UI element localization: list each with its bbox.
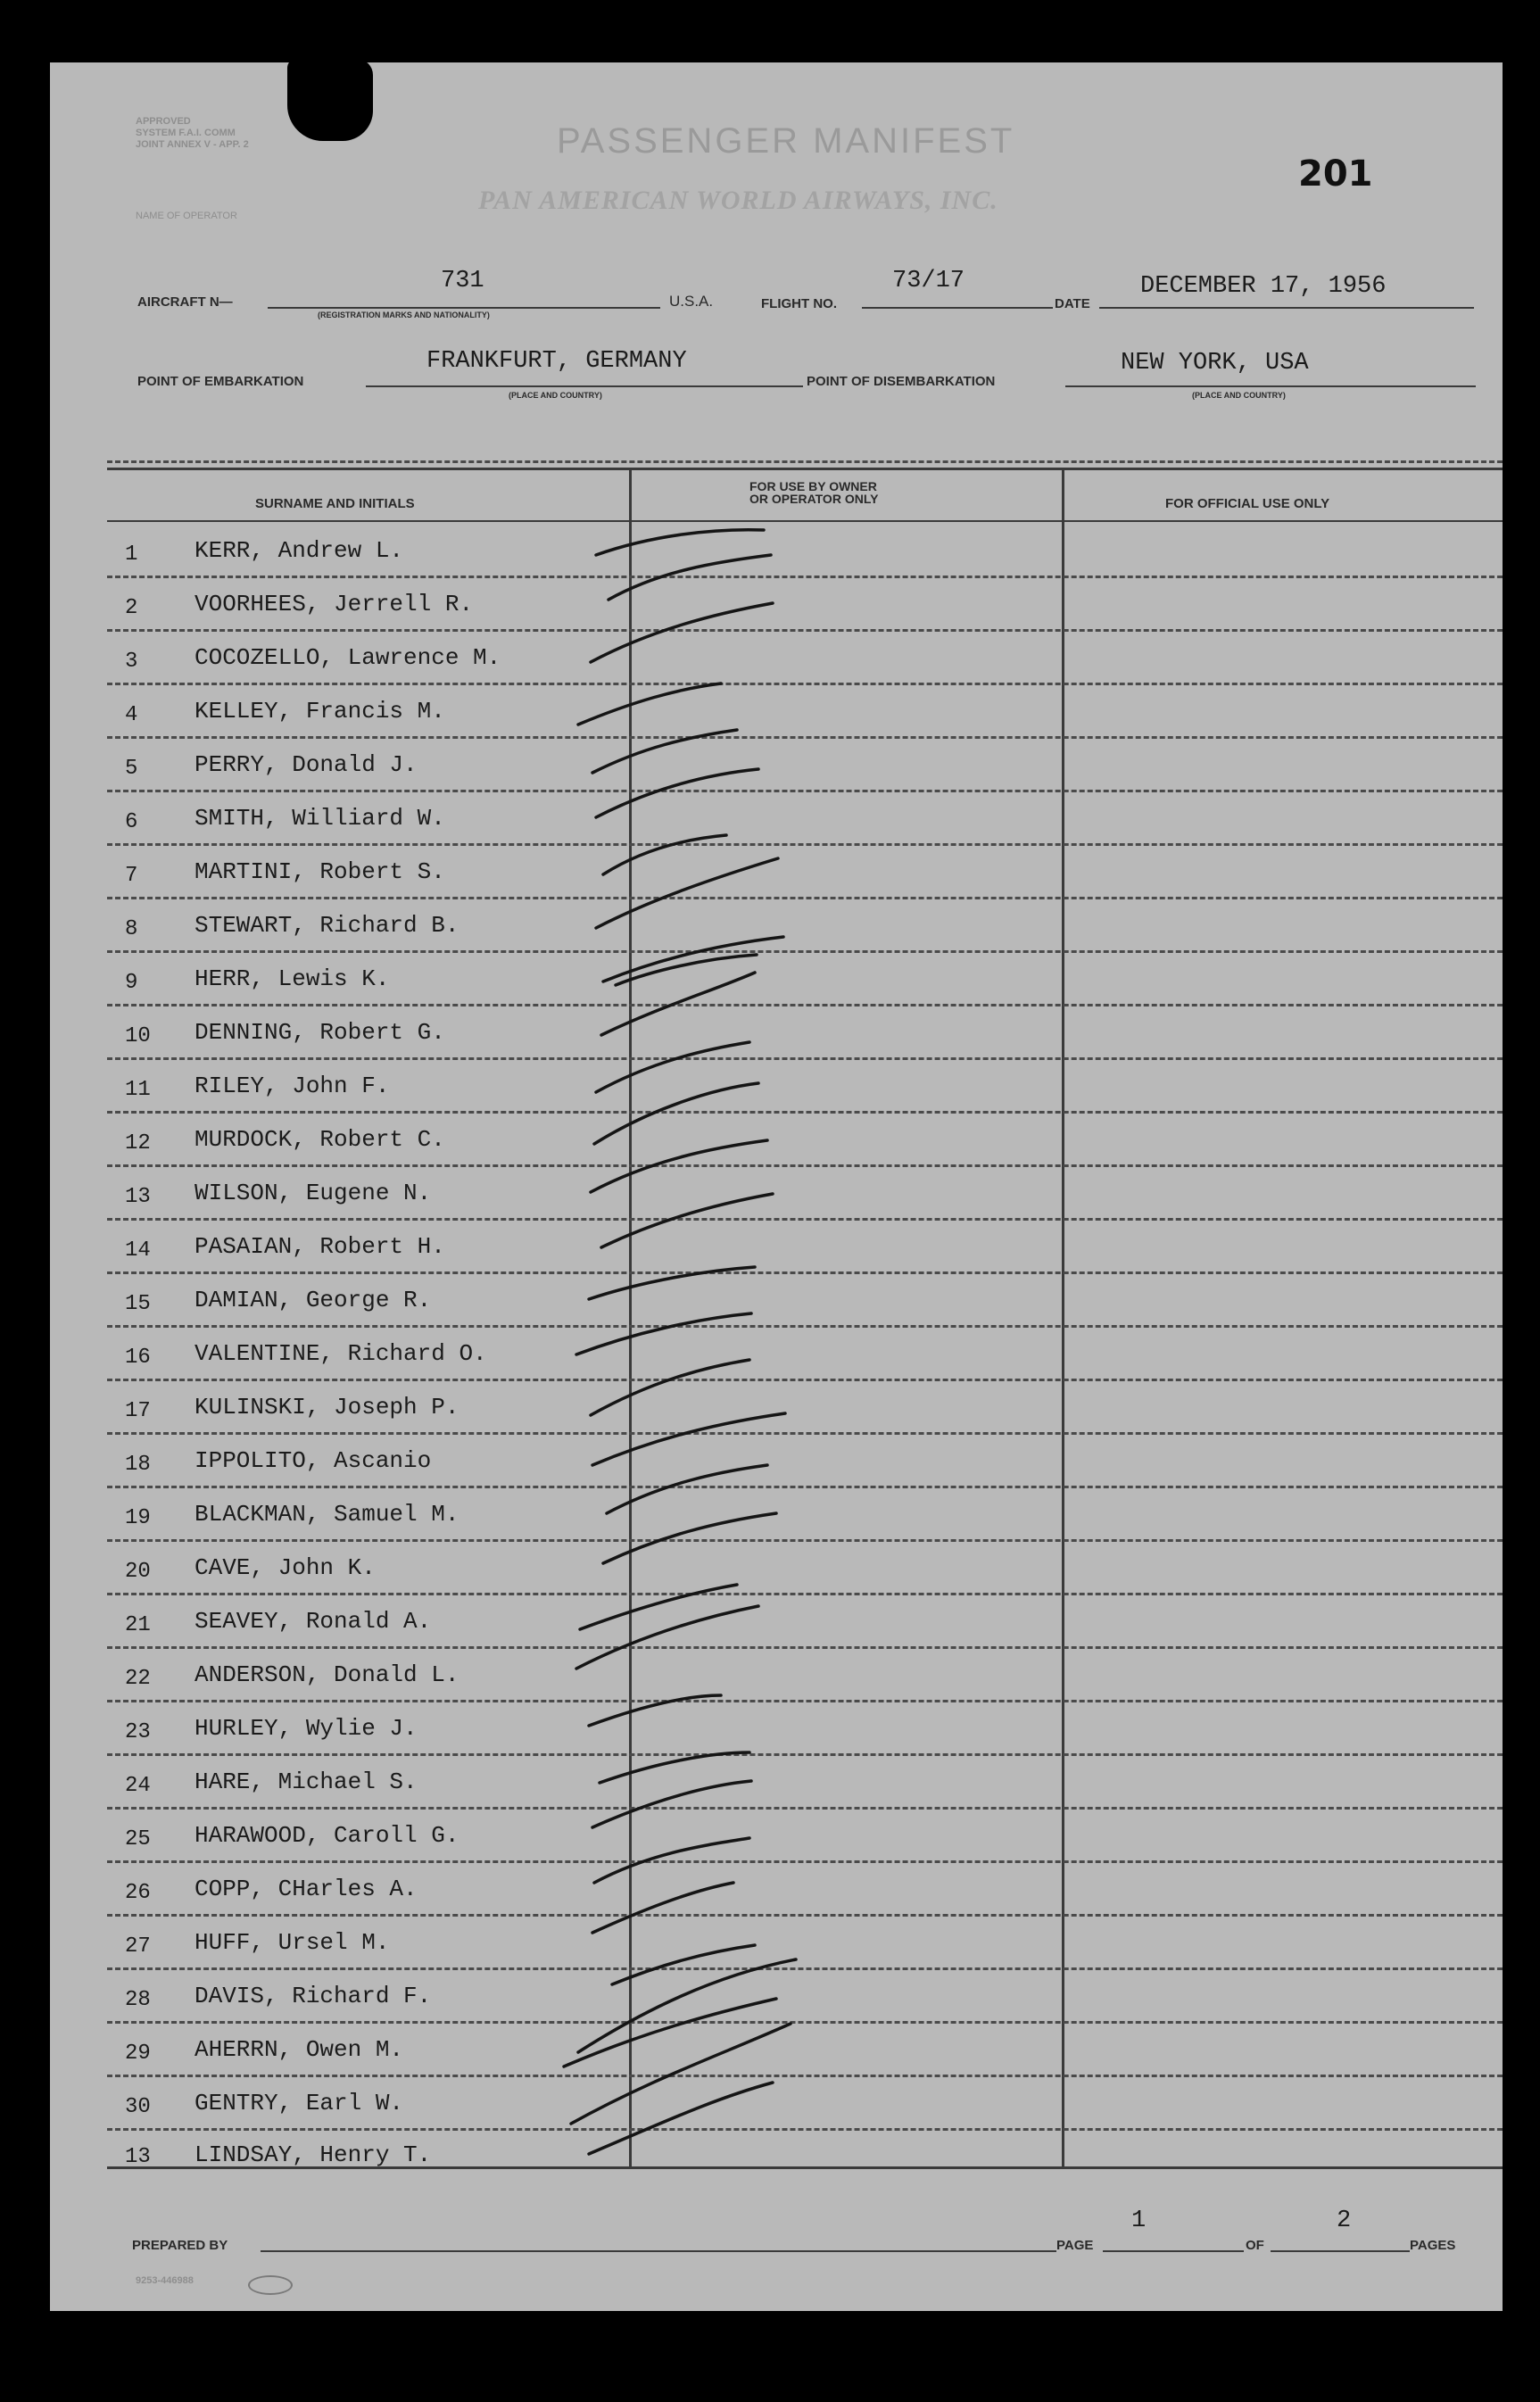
passenger-name: HARE, Michael S.: [195, 1768, 418, 1795]
check-mark: [580, 1585, 737, 1629]
owner-header-line: OR OPERATOR ONLY: [749, 492, 879, 506]
prepared-underline: [261, 2250, 1056, 2252]
check-mark: [596, 858, 778, 928]
check-mark: [578, 1959, 796, 2052]
row-number: 3: [125, 650, 138, 674]
row-number: 22: [125, 1667, 151, 1691]
disembarkation-caption: (PLACE AND COUNTRY): [1192, 391, 1286, 400]
embarkation-label: POINT OF EMBARKATION: [137, 374, 304, 389]
row-number: 23: [125, 1720, 151, 1744]
column-header-official: FOR OFFICIAL USE ONLY: [1165, 496, 1330, 511]
flight-value: 73/17: [892, 268, 965, 294]
approval-line: JOINT ANNEX V - APP. 2: [136, 139, 249, 150]
passenger-name: PERRY, Donald J.: [195, 751, 418, 778]
passenger-name: HUFF, Ursel M.: [195, 1929, 390, 1956]
row-number: 12: [125, 1131, 151, 1155]
row-number: 2: [125, 596, 138, 620]
passenger-name: DAMIAN, George R.: [195, 1287, 432, 1313]
passenger-name: RILEY, John F.: [195, 1073, 390, 1099]
page-number: 201: [1298, 153, 1373, 195]
check-mark: [589, 2083, 773, 2154]
check-mark: [589, 1267, 755, 1299]
passenger-name: HERR, Lewis K.: [195, 965, 390, 992]
check-mark: [603, 937, 783, 982]
page-value: 1: [1131, 2207, 1147, 2234]
date-label: DATE: [1055, 296, 1090, 311]
disembarkation-label: POINT OF DISEMBARKATION: [807, 374, 996, 389]
check-mark: [592, 1781, 751, 1827]
passenger-name: MURDOCK, Robert C.: [195, 1126, 445, 1153]
row-number: 27: [125, 1934, 151, 1959]
passenger-name: KELLEY, Francis M.: [195, 698, 445, 725]
registration-caption: (REGISTRATION MARKS AND NATIONALITY): [318, 311, 490, 319]
row-number: 14: [125, 1238, 151, 1263]
of-label: OF: [1246, 2238, 1264, 2253]
row-number: 11: [125, 1078, 151, 1102]
row-number: 28: [125, 1988, 151, 2012]
row-number: 1: [125, 543, 138, 567]
check-mark: [596, 769, 758, 817]
row-number: 30: [125, 2095, 151, 2119]
row-number: 7: [125, 864, 138, 888]
row-number: 18: [125, 1453, 151, 1477]
aircraft-value: 731: [441, 268, 484, 294]
embarkation-value: FRANKFURT, GERMANY: [426, 348, 687, 375]
passenger-name: CAVE, John K.: [195, 1554, 376, 1581]
page-label: PAGE: [1056, 2238, 1094, 2253]
row-number: 17: [125, 1399, 151, 1423]
passenger-name: KERR, Andrew L.: [195, 537, 404, 564]
check-mark: [591, 1140, 767, 1192]
pages-label: PAGES: [1410, 2238, 1456, 2253]
check-mark: [594, 1838, 749, 1883]
check-mark: [576, 1606, 758, 1669]
row-number: 26: [125, 1881, 151, 1905]
of-value: 2: [1337, 2207, 1352, 2234]
check-mark: [594, 1083, 758, 1144]
union-label-icon: [248, 2275, 293, 2295]
check-mark: [564, 1999, 776, 2067]
passenger-name: SEAVEY, Ronald A.: [195, 1608, 432, 1635]
passenger-name: ANDERSON, Donald L.: [195, 1661, 460, 1688]
row-number: 6: [125, 810, 138, 834]
passenger-name: SMITH, Williard W.: [195, 805, 445, 832]
passenger-name: HURLEY, Wylie J.: [195, 1715, 418, 1742]
row-number: 21: [125, 1613, 151, 1637]
check-mark: [596, 1042, 749, 1092]
passenger-name: HARAWOOD, Caroll G.: [195, 1822, 460, 1849]
disembarkation-value: NEW YORK, USA: [1121, 350, 1309, 377]
row-number: 25: [125, 1827, 151, 1851]
check-mark: [591, 1360, 749, 1415]
row-number: 15: [125, 1292, 151, 1316]
passenger-name: DENNING, Robert G.: [195, 1019, 445, 1046]
passenger-name: PASAIAN, Robert H.: [195, 1233, 445, 1260]
owner-header-line: FOR USE BY OWNER: [749, 479, 877, 493]
check-mark: [576, 1313, 751, 1354]
check-mark: [596, 530, 764, 555]
row-number: 5: [125, 757, 138, 781]
passenger-name: LINDSAY, Henry T.: [195, 2141, 432, 2168]
row-number: 8: [125, 917, 138, 941]
passenger-name: STEWART, Richard B.: [195, 912, 460, 939]
approval-line: SYSTEM F.A.I. COMM: [136, 128, 236, 138]
check-mark: [578, 683, 721, 725]
form-title: PASSENGER MANIFEST: [557, 121, 1015, 161]
check-mark: [603, 835, 726, 874]
row-number: 9: [125, 971, 138, 995]
row-number: 20: [125, 1560, 151, 1584]
row-number: 29: [125, 2042, 151, 2066]
row-number: 13: [125, 1185, 151, 1209]
passenger-name: VOORHEES, Jerrell R.: [195, 591, 474, 617]
check-mark: [592, 1413, 785, 1465]
row-number: 16: [125, 1346, 151, 1370]
approval-line: APPROVED: [136, 116, 191, 127]
passenger-name: DAVIS, Richard F.: [195, 1983, 432, 2009]
flight-label: FLIGHT NO.: [761, 296, 837, 311]
check-mark: [601, 1194, 773, 1247]
passenger-name: IPPOLITO, Ascanio: [195, 1447, 432, 1474]
prepared-label: PREPARED BY: [132, 2238, 228, 2253]
form-code: 9253-446988: [136, 2275, 194, 2286]
passenger-name: KULINSKI, Joseph P.: [195, 1394, 460, 1420]
passenger-name: COCOZELLO, Lawrence M.: [195, 644, 501, 671]
passenger-name: BLACKMAN, Samuel M.: [195, 1501, 460, 1528]
row-number: 19: [125, 1506, 151, 1530]
usa-label: U.S.A.: [669, 293, 714, 310]
check-mark: [589, 1695, 721, 1726]
check-mark: [609, 555, 771, 600]
check-mark: [591, 603, 773, 662]
row-number: 10: [125, 1024, 151, 1048]
check-mark: [612, 1945, 755, 1984]
row-number: 24: [125, 1774, 151, 1798]
of-underline: [1271, 2250, 1410, 2252]
check-mark: [600, 1752, 749, 1783]
column-header-name: SURNAME AND INITIALS: [255, 496, 415, 511]
passenger-name: VALENTINE, Richard O.: [195, 1340, 487, 1367]
passenger-name: AHERRN, Owen M.: [195, 2036, 404, 2063]
embarkation-caption: (PLACE AND COUNTRY): [509, 391, 602, 400]
aircraft-label: AIRCRAFT N—: [137, 294, 233, 310]
row-number: 13: [125, 2145, 151, 2169]
check-mark: [571, 2024, 791, 2124]
airline-name: PAN AMERICAN WORLD AIRWAYS, INC.: [478, 186, 998, 215]
passenger-name: GENTRY, Earl W.: [195, 2090, 404, 2116]
passenger-name: COPP, CHarles A.: [195, 1876, 418, 1902]
row-number: 4: [125, 703, 138, 727]
passenger-name: MARTINI, Robert S.: [195, 858, 445, 885]
check-mark: [592, 1883, 733, 1933]
check-mark: [603, 1513, 776, 1563]
passenger-name: WILSON, Eugene N.: [195, 1180, 432, 1206]
date-value: DECEMBER 17, 1956: [1140, 273, 1387, 300]
operator-label: NAME OF OPERATOR: [136, 211, 237, 221]
check-mark: [607, 1465, 767, 1513]
page-underline: [1103, 2250, 1244, 2252]
check-mark: [592, 730, 737, 773]
